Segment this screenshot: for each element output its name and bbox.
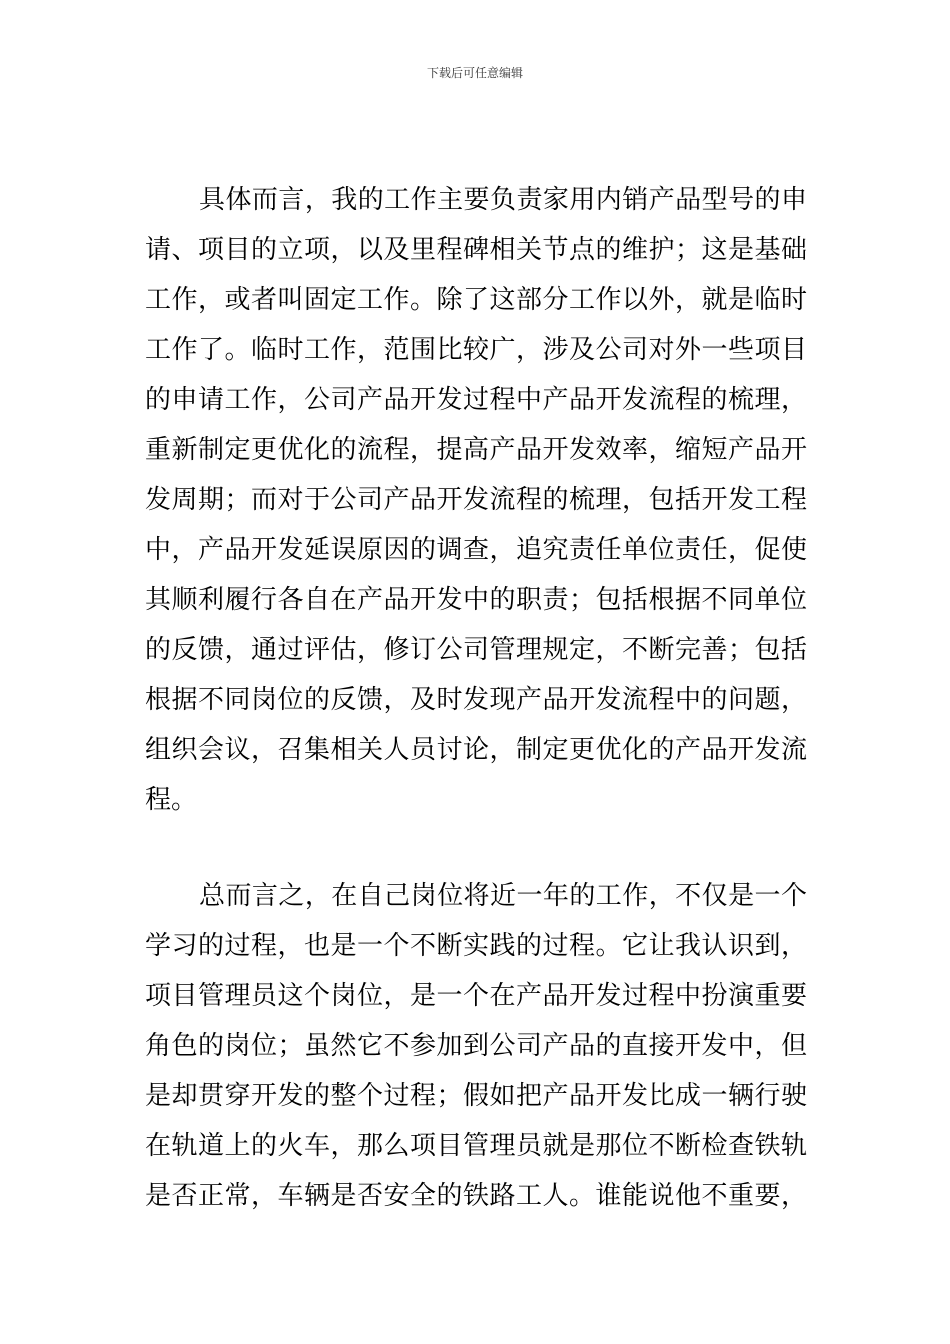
paragraph-line: 其顺利履行各自在产品开发中的职责；包括根据不同单位 [145,585,807,615]
paragraph-line: 请、项目的立项，以及里程碑相关节点的维护；这是基础 [145,235,807,265]
paragraph-line: 学习的过程，也是一个不断实践的过程。它让我认识到， [145,931,807,961]
paragraph-line: 角色的岗位；虽然它不参加到公司产品的直接开发中，但 [145,1031,807,1061]
paragraph-line: 项目管理员这个岗位，是一个在产品开发过程中扮演重要 [145,981,807,1011]
paragraph-line: 总而言之，在自己岗位将近一年的工作，不仅是一个 [199,881,807,911]
paragraph-line: 的反馈，通过评估，修订公司管理规定，不断完善；包括 [145,635,807,665]
page-header: 下载后可任意编辑 [426,66,523,80]
paragraph-line: 工作了。临时工作，范围比较广，涉及公司对外一些项目 [145,335,807,365]
paragraph-line: 是却贯穿开发的整个过程；假如把产品开发比成一辆行驶 [145,1081,807,1111]
paragraph-2 [145,871,807,1221]
paragraph-line: 发周期；而对于公司产品开发流程的梳理，包括开发工程 [145,485,807,515]
paragraph-line: 根据不同岗位的反馈，及时发现产品开发流程中的问题， [145,685,807,715]
paragraph-line: 具体而言，我的工作主要负责家用内销产品型号的申 [199,185,807,215]
paragraph-line: 的申请工作，公司产品开发过程中产品开发流程的梳理， [145,385,807,415]
paragraph-line: 中，产品开发延误原因的调查，追究责任单位责任，促使 [145,535,807,565]
paragraph-line: 程。 [145,785,198,815]
paragraph-line: 在轨道上的火车，那么项目管理员就是那位不断检查铁轨 [145,1131,807,1161]
paragraph-line: 工作，或者叫固定工作。除了这部分工作以外，就是临时 [145,285,807,315]
paragraph-line: 重新制定更优化的流程，提高产品开发效率，缩短产品开 [145,435,807,465]
paragraph-line: 是否正常，车辆是否安全的铁路工人。谁能说他不重要， [145,1181,807,1211]
paragraph-line: 组织会议，召集相关人员讨论，制定更优化的产品开发流 [145,735,807,765]
paragraph-1 [145,175,807,825]
